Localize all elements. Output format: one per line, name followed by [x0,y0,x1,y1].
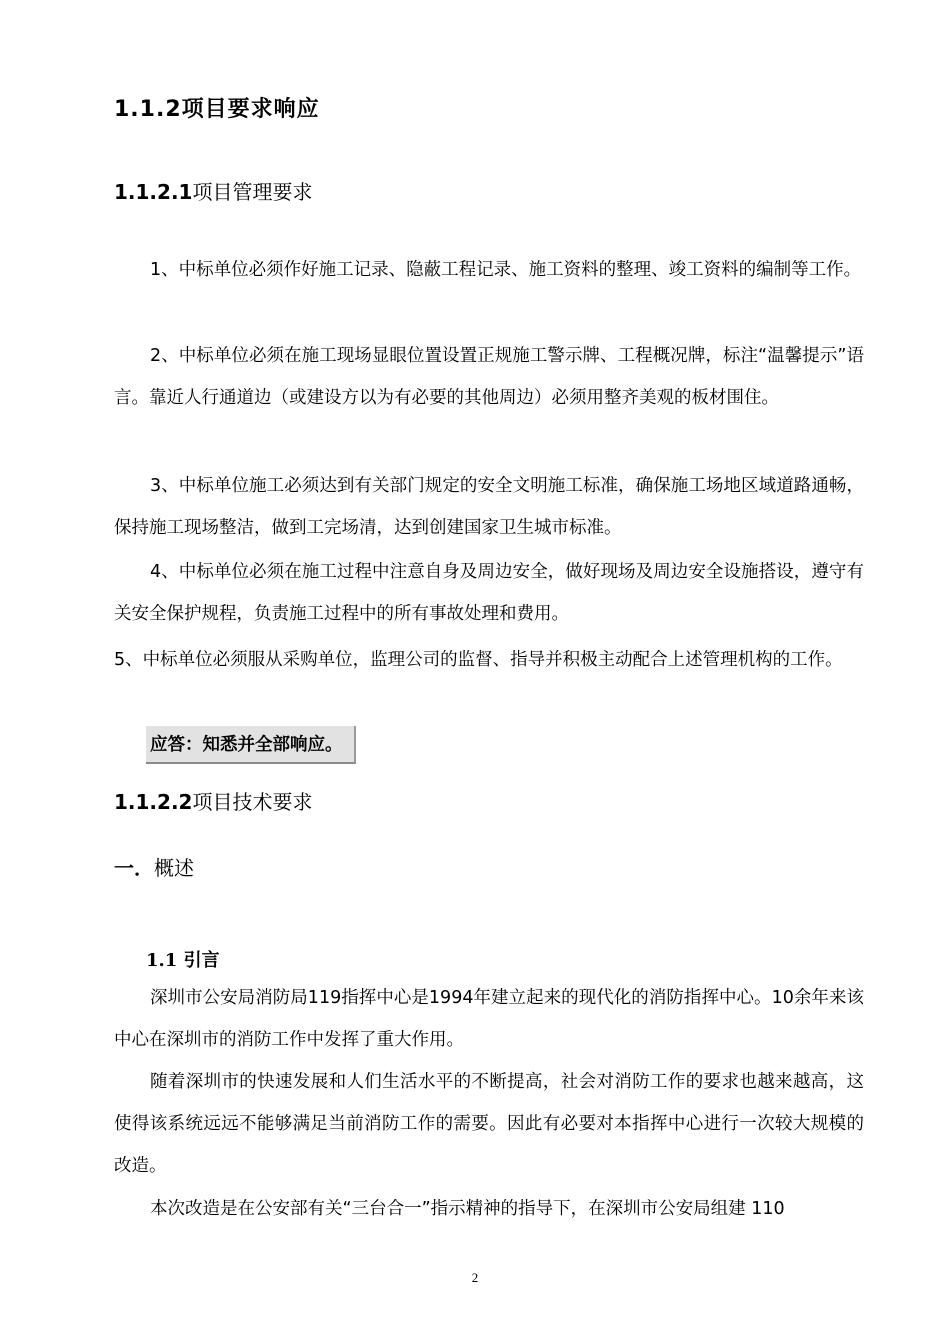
intro-title: 引言 [183,950,220,971]
intro-number: 1.1 [146,950,178,971]
subsection-title: 项目管理要求 [192,180,313,204]
page-number: 2 [471,1270,479,1285]
subsection-heading-management [114,176,312,205]
intro-heading [146,946,220,972]
intro-paragraph-2: 随着深圳市的快速发展和人们生活水平的不断提高，社会对消防工作的要求也越来越高，这使得该系统远远不能够满足当前消防工作的需要。因此有必要对本指挥中心进行一次较大规模的改造。 [114,1072,864,1176]
subsection-heading-technical [114,786,312,815]
requirement-item-2: 2、中标单位必须在施工现场显眼位置设置正规施工警示牌、工程概况牌，标注“温馨提示”语言。靠近人行通道边（或建设方以为有必要的其他周边）必须用整齐美观的板材围住。 [114,346,864,408]
requirement-item-3: 3、中标单位施工必须达到有关部门规定的安全文明施工标准，确保施工场地区域道路通畅，保持施工现场整洁，做到工完场清，达到创建国家卫生城市标准。 [114,476,864,538]
overview-heading [114,852,194,881]
overview-title: 概述 [154,856,194,880]
subsection-number: 1.1.2.1 [114,180,193,204]
answer-box: 应答：知悉并全部响应。 [146,726,356,764]
requirement-item-5: 5、中标单位必须服从采购单位，监理公司的监督、指导并积极主动配合上述管理机构的工作。 [114,650,843,670]
intro-paragraph-3: 本次改造是在公安部有关“三台合一”指示精神的指导下，在深圳市公安局组建 110 [150,1199,785,1219]
intro-paragraph-1: 深圳市公安局消防局119指挥中心是1994年建立起来的现代化的消防指挥中心。10余年来该中心在深圳市的消防工作中发挥了重大作用。 [114,988,864,1050]
subsection-number: 1.1.2.2 [114,790,193,814]
requirement-item-4: 4、中标单位必须在施工过程中注意自身及周边安全，做好现场及周边安全设施搭设，遵守有关安全保护规程，负责施工过程中的所有事故处理和费用。 [114,562,864,624]
overview-number: 一． [114,856,154,880]
requirement-item-1: 1、中标单位必须作好施工记录、隐蔽工程记录、施工资料的整理、竣工资料的编制等工作。 [150,260,862,280]
section-heading: 1.1.2项目要求响应 [114,97,320,122]
subsection-title: 项目技术要求 [192,790,313,814]
